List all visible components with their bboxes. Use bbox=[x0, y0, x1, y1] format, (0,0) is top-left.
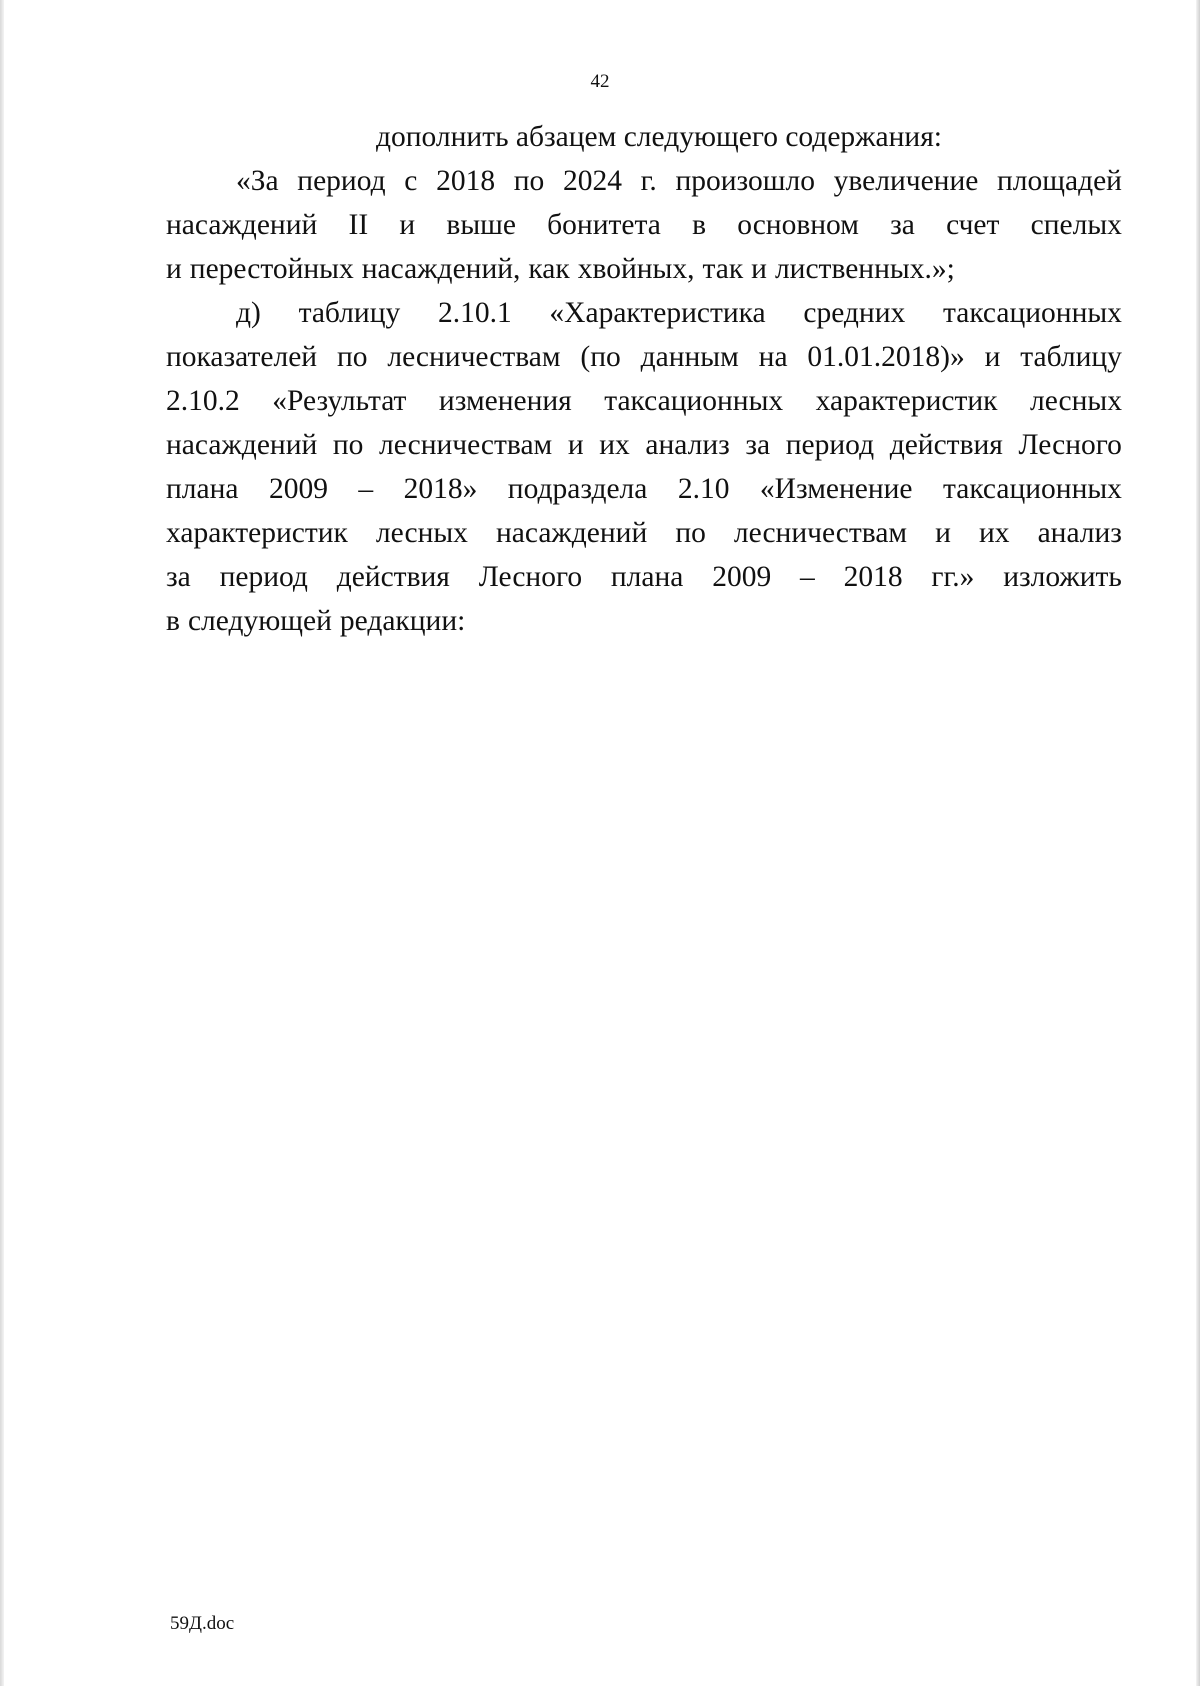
paragraph-amendment-line bbox=[166, 291, 1122, 335]
word: бонитета bbox=[547, 209, 661, 241]
word: данным bbox=[640, 341, 739, 373]
word: действия bbox=[889, 429, 1003, 461]
word: по bbox=[513, 165, 545, 197]
body-text bbox=[166, 115, 1122, 643]
word: анализ bbox=[1037, 517, 1122, 549]
word: редакции: bbox=[339, 605, 466, 637]
word: лесных bbox=[375, 517, 468, 549]
word: (по bbox=[580, 341, 621, 373]
word: г. bbox=[640, 165, 657, 197]
paragraph-amendment-line bbox=[166, 467, 1122, 511]
scan-edge-right bbox=[1196, 0, 1200, 1686]
paragraph-amendment-line bbox=[166, 423, 1122, 467]
paragraph-amendment-line bbox=[166, 335, 1122, 379]
word: следующей bbox=[187, 605, 332, 637]
word: 2024 bbox=[562, 165, 622, 197]
paragraph-amendment-line bbox=[166, 555, 1122, 599]
word: по bbox=[332, 429, 364, 461]
word: 2009 bbox=[712, 561, 772, 593]
scan-edge-left bbox=[0, 0, 4, 1686]
word: плана bbox=[610, 561, 684, 593]
paragraph-intro-text: дополнить абзацем следующего содержания: bbox=[376, 121, 942, 153]
word: анализ bbox=[645, 429, 730, 461]
word: за bbox=[166, 561, 191, 593]
word: действия bbox=[336, 561, 450, 593]
word: «Результат bbox=[272, 385, 407, 417]
word: 2018 bbox=[843, 561, 903, 593]
word: насаждений bbox=[166, 209, 318, 241]
word: период bbox=[297, 165, 386, 197]
word: и bbox=[984, 341, 1001, 373]
word: «Изменение bbox=[759, 473, 913, 505]
word: 2009 bbox=[268, 473, 328, 505]
word: Лесного bbox=[1018, 429, 1122, 461]
word: их bbox=[978, 517, 1010, 549]
word: насаждений bbox=[495, 517, 648, 549]
word: спелых bbox=[1030, 209, 1122, 241]
word: изложить bbox=[1003, 561, 1122, 593]
word: 2.10 bbox=[677, 473, 730, 505]
word: произошло bbox=[675, 165, 815, 197]
word: как bbox=[528, 253, 570, 285]
word: лесничествам bbox=[733, 517, 908, 549]
word: – bbox=[800, 561, 815, 593]
word: гг.» bbox=[931, 561, 975, 593]
word: перестойных bbox=[189, 253, 354, 285]
paragraph-quote-line bbox=[166, 159, 1122, 203]
footer-filename: 59Д.doc bbox=[170, 1613, 235, 1634]
word: лесничествам bbox=[379, 429, 553, 461]
word: характеристик bbox=[815, 385, 998, 417]
word: 2018» bbox=[403, 473, 478, 505]
word: таксационных bbox=[942, 473, 1122, 505]
word: и bbox=[166, 253, 182, 285]
word: насаждений bbox=[166, 429, 318, 461]
word: в bbox=[166, 605, 180, 637]
word: «За bbox=[236, 165, 279, 197]
word: 2018 bbox=[436, 165, 496, 197]
word: по bbox=[675, 517, 706, 549]
word: и bbox=[935, 517, 951, 549]
word: в bbox=[692, 209, 706, 241]
word: выше bbox=[446, 209, 516, 241]
word: таблицу bbox=[1020, 341, 1122, 373]
word: увеличение bbox=[833, 165, 979, 197]
word: их bbox=[599, 429, 630, 461]
word: период bbox=[219, 561, 308, 593]
word: площадей bbox=[997, 165, 1122, 197]
word: плана bbox=[166, 473, 239, 505]
word: таблицу bbox=[298, 297, 401, 329]
word: счет bbox=[946, 209, 1000, 241]
paragraph-amendment-line bbox=[166, 379, 1122, 423]
word: таксационных bbox=[604, 385, 784, 417]
word: изменения bbox=[438, 385, 572, 417]
word: 2.10.2 bbox=[166, 385, 240, 417]
word: лесничествам bbox=[387, 341, 561, 373]
word: Лесного bbox=[478, 561, 583, 593]
paragraph-amendment-line bbox=[166, 511, 1122, 555]
word: и bbox=[751, 253, 767, 285]
paragraph-amendment-line bbox=[166, 599, 1122, 643]
word: и bbox=[399, 209, 416, 241]
word: за bbox=[745, 429, 771, 461]
word: с bbox=[404, 165, 418, 197]
word: 01.01.2018)» bbox=[807, 341, 965, 373]
word: лесных bbox=[1029, 385, 1122, 417]
word: на bbox=[758, 341, 788, 373]
word: «Характеристика bbox=[549, 297, 766, 329]
word: и bbox=[567, 429, 584, 461]
word: показателей bbox=[166, 341, 318, 373]
word: лиственных.»; bbox=[774, 253, 955, 285]
word: основном bbox=[737, 209, 859, 241]
word: период bbox=[785, 429, 875, 461]
word: II bbox=[348, 209, 369, 241]
word: по bbox=[336, 341, 368, 373]
word: – bbox=[358, 473, 374, 505]
word: подраздела bbox=[507, 473, 648, 505]
word: за bbox=[890, 209, 915, 241]
paragraph-amendment bbox=[166, 291, 1122, 643]
page-number: 42 bbox=[590, 71, 610, 92]
word: средних bbox=[803, 297, 906, 329]
paragraph-quote-line bbox=[166, 203, 1122, 247]
word: д) bbox=[236, 297, 261, 329]
paragraph-quote bbox=[166, 159, 1122, 291]
word: характеристик bbox=[166, 517, 348, 549]
word: 2.10.1 bbox=[437, 297, 512, 329]
word: таксационных bbox=[942, 297, 1122, 329]
word: так bbox=[702, 253, 744, 285]
paragraph-quote-line bbox=[166, 247, 1122, 291]
word: хвойных, bbox=[577, 253, 695, 285]
paragraph-intro bbox=[166, 115, 1122, 159]
word: насаждений, bbox=[361, 253, 521, 285]
